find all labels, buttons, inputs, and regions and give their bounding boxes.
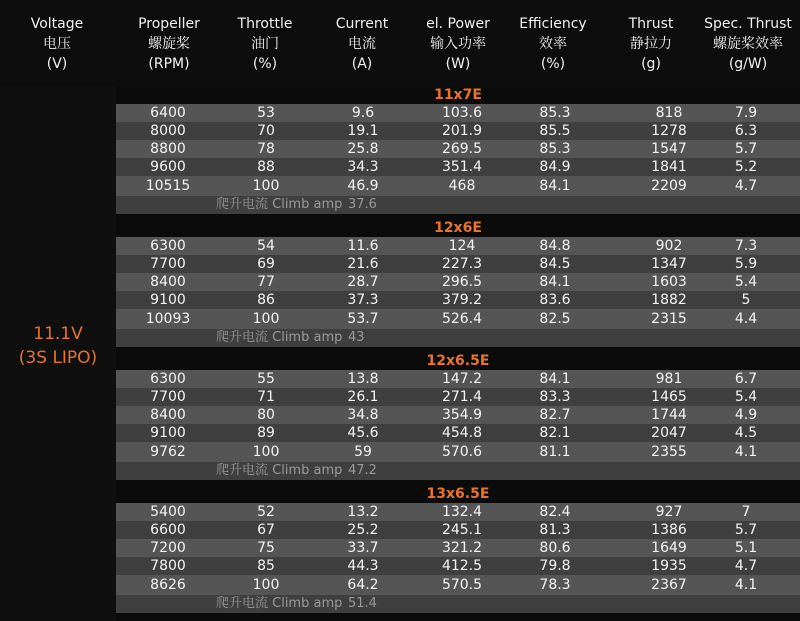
cell-spec-thrust: 5.4 [734, 389, 758, 405]
cell-throttle: 70 [257, 123, 275, 139]
cell-current: 53.7 [347, 311, 379, 327]
cell-el-power: 454.8 [441, 425, 483, 441]
cell-el-power: 271.4 [441, 389, 483, 405]
cell-rpm: 6600 [150, 522, 186, 538]
cell-efficiency: 82.1 [539, 425, 571, 441]
table-row [116, 406, 800, 424]
cell-rpm: 7800 [150, 558, 186, 574]
cell-thrust: 1603 [651, 274, 687, 290]
cell-rpm: 8626 [150, 577, 186, 593]
table-row [116, 442, 800, 462]
cell-efficiency: 85.3 [539, 105, 571, 121]
cell-spec-thrust: 5.7 [734, 522, 758, 538]
table-row [116, 273, 800, 291]
cell-current: 19.1 [347, 123, 379, 139]
voltage-column [0, 86, 116, 621]
cell-el-power: 379.2 [441, 292, 483, 308]
climb-amp-row [116, 462, 800, 480]
cell-current: 34.3 [347, 159, 379, 175]
table-row [116, 140, 800, 158]
cell-throttle: 85 [257, 558, 275, 574]
cell-el-power: 321.2 [441, 540, 483, 556]
table-row [116, 309, 800, 329]
cell-current: 11.6 [347, 238, 379, 254]
cell-efficiency: 81.3 [539, 522, 571, 538]
cell-spec-thrust: 4.5 [734, 425, 758, 441]
cell-spec-thrust: 7 [741, 504, 751, 520]
cell-thrust: 1278 [651, 123, 687, 139]
cell-el-power: 147.2 [441, 371, 483, 387]
cell-el-power: 201.9 [441, 123, 483, 139]
cell-rpm: 7700 [150, 256, 186, 272]
cell-spec-thrust: 6.7 [734, 371, 758, 387]
cell-thrust: 2355 [651, 444, 687, 460]
cell-efficiency: 84.1 [539, 371, 571, 387]
cell-throttle: 67 [257, 522, 275, 538]
table-row [116, 122, 800, 140]
header-voltage: Voltage 电压 (V) [30, 16, 84, 72]
prop-section [116, 219, 800, 347]
cell-rpm: 6300 [150, 371, 186, 387]
cell-rpm: 9762 [150, 444, 186, 460]
header-thrust: Thrust 静拉力 (g) [628, 16, 674, 72]
cell-current: 59 [354, 444, 372, 460]
table-row [116, 557, 800, 575]
cell-el-power: 103.6 [441, 105, 483, 121]
cell-current: 26.1 [347, 389, 379, 405]
voltage-label: 11.1V (3S LIPO) [18, 324, 98, 368]
cell-spec-thrust: 7.9 [734, 105, 758, 121]
cell-el-power: 468 [448, 178, 476, 194]
cell-throttle: 78 [257, 141, 275, 157]
cell-efficiency: 83.3 [539, 389, 571, 405]
table-row [116, 388, 800, 406]
cell-current: 13.2 [347, 504, 379, 520]
cell-el-power: 124 [448, 238, 476, 254]
cell-throttle: 54 [257, 238, 275, 254]
cell-spec-thrust: 4.9 [734, 407, 758, 423]
cell-throttle: 77 [257, 274, 275, 290]
table-header [0, 0, 800, 86]
cell-thrust: 2209 [651, 178, 687, 194]
table-row [116, 370, 800, 388]
cell-efficiency: 84.5 [539, 256, 571, 272]
cell-el-power: 132.4 [441, 504, 483, 520]
cell-current: 21.6 [347, 256, 379, 272]
cell-current: 25.2 [347, 522, 379, 538]
cell-throttle: 52 [257, 504, 275, 520]
cell-throttle: 55 [257, 371, 275, 387]
cell-rpm: 8400 [150, 274, 186, 290]
cell-thrust: 1882 [651, 292, 687, 308]
cell-efficiency: 79.8 [539, 558, 571, 574]
cell-efficiency: 82.4 [539, 504, 571, 520]
cell-throttle: 71 [257, 389, 275, 405]
cell-thrust: 927 [655, 504, 683, 520]
cell-throttle: 75 [257, 540, 275, 556]
cell-throttle: 89 [257, 425, 275, 441]
cell-thrust: 1744 [651, 407, 687, 423]
cell-el-power: 351.4 [441, 159, 483, 175]
cell-spec-thrust: 7.3 [734, 238, 758, 254]
climb-amp-label: 爬升电流 Climb amp [216, 330, 343, 345]
table-row [116, 176, 800, 196]
cell-current: 28.7 [347, 274, 379, 290]
cell-spec-thrust: 4.7 [734, 558, 758, 574]
cell-thrust: 1935 [651, 558, 687, 574]
header-current: Current 电流 (A) [335, 16, 389, 72]
prop-section [116, 485, 800, 613]
climb-amp-label: 爬升电流 Climb amp [216, 463, 343, 478]
prop-section [116, 352, 800, 480]
cell-thrust: 1386 [651, 522, 687, 538]
prop-title: 13x6.5E [116, 485, 800, 503]
cell-rpm: 6400 [150, 105, 186, 121]
cell-efficiency: 85.3 [539, 141, 571, 157]
cell-spec-thrust: 5.1 [734, 540, 758, 556]
cell-current: 64.2 [347, 577, 379, 593]
cell-efficiency: 84.8 [539, 238, 571, 254]
prop-title: 12x6E [116, 219, 800, 237]
cell-el-power: 570.6 [441, 444, 483, 460]
cell-spec-thrust: 6.3 [734, 123, 758, 139]
cell-throttle: 88 [257, 159, 275, 175]
cell-rpm: 8800 [150, 141, 186, 157]
prop-title: 11x7E [116, 86, 800, 104]
table-row [116, 291, 800, 309]
cell-efficiency: 82.5 [539, 311, 571, 327]
cell-spec-thrust: 4.4 [734, 311, 758, 327]
cell-thrust: 902 [655, 238, 683, 254]
cell-throttle: 53 [257, 105, 275, 121]
table-row [116, 521, 800, 539]
cell-rpm: 7700 [150, 389, 186, 405]
cell-el-power: 227.3 [441, 256, 483, 272]
cell-throttle: 100 [252, 444, 280, 460]
cell-thrust: 2367 [651, 577, 687, 593]
cell-spec-thrust: 5.9 [734, 256, 758, 272]
cell-throttle: 80 [257, 407, 275, 423]
cell-el-power: 526.4 [441, 311, 483, 327]
cell-spec-thrust: 4.1 [734, 444, 758, 460]
cell-efficiency: 78.3 [539, 577, 571, 593]
cell-throttle: 100 [252, 577, 280, 593]
prop-section [116, 86, 800, 214]
cell-efficiency: 84.9 [539, 159, 571, 175]
cell-thrust: 1841 [651, 159, 687, 175]
cell-current: 46.9 [347, 178, 379, 194]
cell-spec-thrust: 5.4 [734, 274, 758, 290]
cell-el-power: 570.5 [441, 577, 483, 593]
cell-thrust: 818 [655, 105, 683, 121]
cell-rpm: 9100 [150, 425, 186, 441]
climb-amp-row [116, 595, 800, 613]
cell-efficiency: 85.5 [539, 123, 571, 139]
climb-amp-value: 47.2 [348, 463, 377, 478]
cell-rpm: 9100 [150, 292, 186, 308]
cell-thrust: 1347 [651, 256, 687, 272]
cell-spec-thrust: 5.2 [734, 159, 758, 175]
climb-amp-row [116, 196, 800, 214]
cell-el-power: 269.5 [441, 141, 483, 157]
cell-rpm: 9600 [150, 159, 186, 175]
prop-title: 12x6.5E [116, 352, 800, 370]
cell-thrust: 1465 [651, 389, 687, 405]
table-row [116, 237, 800, 255]
cell-rpm: 10093 [145, 311, 191, 327]
cell-efficiency: 84.1 [539, 274, 571, 290]
cell-current: 34.8 [347, 407, 379, 423]
cell-spec-thrust: 5 [741, 292, 751, 308]
cell-thrust: 1547 [651, 141, 687, 157]
cell-current: 37.3 [347, 292, 379, 308]
header-propeller: Propeller 螺旋桨 (RPM) [138, 16, 200, 72]
cell-thrust: 981 [655, 371, 683, 387]
cell-current: 33.7 [347, 540, 379, 556]
cell-throttle: 69 [257, 256, 275, 272]
cell-efficiency: 81.1 [539, 444, 571, 460]
table-row [116, 104, 800, 122]
cell-spec-thrust: 4.1 [734, 577, 758, 593]
cell-spec-thrust: 4.7 [734, 178, 758, 194]
table-row [116, 575, 800, 595]
data-table [116, 86, 800, 621]
table-row [116, 158, 800, 176]
cell-current: 44.3 [347, 558, 379, 574]
climb-amp-row [116, 329, 800, 347]
cell-rpm: 10515 [145, 178, 191, 194]
cell-current: 13.8 [347, 371, 379, 387]
cell-rpm: 5400 [150, 504, 186, 520]
cell-rpm: 8000 [150, 123, 186, 139]
table-row [116, 539, 800, 557]
cell-current: 45.6 [347, 425, 379, 441]
cell-el-power: 245.1 [441, 522, 483, 538]
cell-thrust: 2047 [651, 425, 687, 441]
climb-amp-value: 37.6 [348, 197, 377, 212]
climb-amp-value: 51.4 [348, 596, 377, 611]
cell-throttle: 100 [252, 178, 280, 194]
cell-thrust: 2315 [651, 311, 687, 327]
table-row [116, 503, 800, 521]
cell-efficiency: 83.6 [539, 292, 571, 308]
cell-rpm: 8400 [150, 407, 186, 423]
cell-el-power: 296.5 [441, 274, 483, 290]
cell-efficiency: 82.7 [539, 407, 571, 423]
cell-spec-thrust: 5.7 [734, 141, 758, 157]
cell-rpm: 6300 [150, 238, 186, 254]
table-row [116, 255, 800, 273]
cell-el-power: 412.5 [441, 558, 483, 574]
cell-thrust: 1649 [651, 540, 687, 556]
cell-rpm: 7200 [150, 540, 186, 556]
header-efficiency: Efficiency 效率 (%) [519, 16, 587, 72]
cell-efficiency: 80.6 [539, 540, 571, 556]
cell-el-power: 354.9 [441, 407, 483, 423]
header-throttle: Throttle 油门 (%) [237, 16, 293, 72]
climb-amp-label: 爬升电流 Climb amp [216, 596, 343, 611]
climb-amp-value: 43 [348, 330, 365, 345]
cell-efficiency: 84.1 [539, 178, 571, 194]
cell-throttle: 86 [257, 292, 275, 308]
table-row [116, 424, 800, 442]
cell-current: 9.6 [351, 105, 375, 121]
climb-amp-label: 爬升电流 Climb amp [216, 197, 343, 212]
cell-current: 25.8 [347, 141, 379, 157]
header-el-power: el. Power 输入功率 (W) [426, 16, 490, 72]
cell-throttle: 100 [252, 311, 280, 327]
header-spec-thrust: Spec. Thrust 螺旋桨效率 (g/W) [704, 16, 792, 72]
